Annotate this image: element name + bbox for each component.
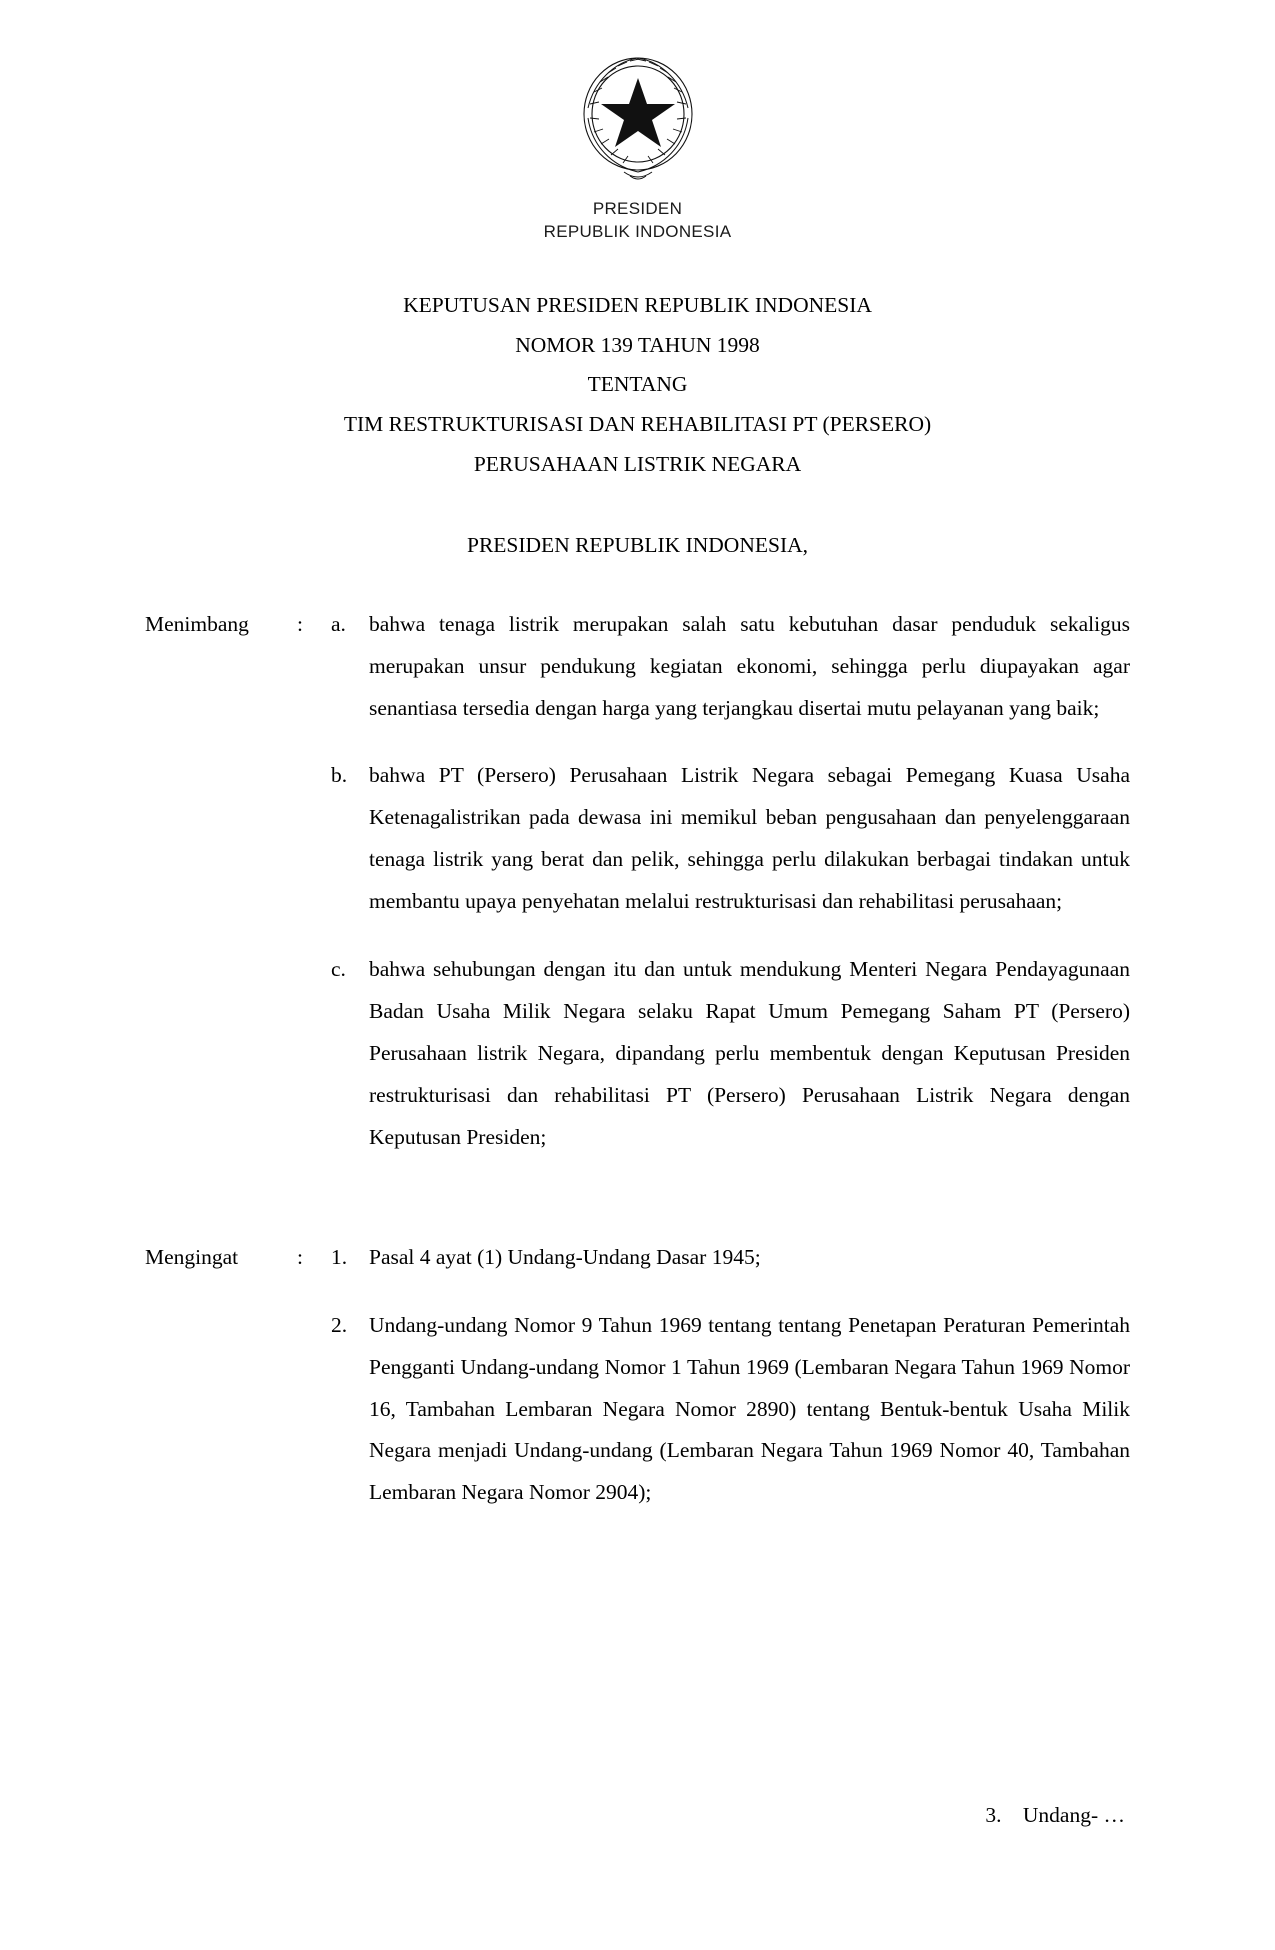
remembering-label: Mengingat [145,1244,239,1269]
considering-colon: : [297,611,303,636]
continuation-number: 3. [985,1803,1002,1827]
remembering-item-2 [145,1305,1130,1515]
remembering-text-1: Pasal 4 ayat (1) Undang-Undang Dasar 1945; [369,1244,761,1269]
title-line-subject-1: TIM RESTRUKTURISASI DAN REHABILITASI PT (PERSERO) [343,412,932,437]
header-block [0,198,1275,244]
header-line-presiden: PRESIDEN [592,199,683,218]
considering-label: Menimbang [145,611,249,636]
document-body [0,604,1275,1515]
remembering-marker-2: 2. [331,1312,348,1337]
remembering-marker-1: 1. [331,1244,348,1269]
emblem-container [0,0,1275,188]
issuer-line: PRESIDEN REPUBLIK INDONESIA, [466,532,809,557]
considering-marker-c: c. [331,957,346,982]
garuda-star-emblem-icon [574,48,702,188]
remembering-text-2: Undang-undang Nomor 9 Tahun 1969 tentang tentang Penetapan Peraturan Pemerintah Pengganti Undang-undang Nomor 1 Tahun 1969 (Lembaran Negara Tahun 1969 Nomor 16, Tambahan Lembaran Negara Nomor 2890) tentang Bentuk-bentuk Usaha Milik Negara menjadi Undang-undang (Lembaran Negara Tahun 1969 Nomor 40, Tambahan Lembaran Negara Nomor 2904); [369,1312,1130,1505]
section-spacer [145,1185,1130,1237]
remembering-item-1 [145,1237,1130,1279]
considering-marker-a: a. [331,611,346,636]
title-line-tentang: TENTANG [587,372,688,397]
remembering-colon: : [297,1244,303,1269]
page-continuation [985,1803,1125,1828]
title-line-subject-2: PERUSAHAAN LISTRIK NEGARA [473,451,802,476]
considering-text-b: bahwa PT (Persero) Perusahaan Listrik Negara sebagai Pemegang Kuasa Usaha Ketenagalistrikan pada dewasa ini memikul beban pengusahaan dan penyelenggaraan tenaga listrik yang berat dan pelik, sehingga perlu dilakukan berbagai tindakan untuk membantu upaya penyehatan melalui restrukturisasi dan rehabilitasi perusahaan; [369,763,1130,914]
title-line-nomor: NOMOR 139 TAHUN 1998 [515,332,760,357]
title-line-1: KEPUTUSAN PRESIDEN REPUBLIK INDONESIA [403,292,872,317]
considering-item-b [145,755,1130,923]
header-line-republik: REPUBLIK INDONESIA [543,221,732,241]
considering-item-c [145,949,1130,1159]
considering-item-a [145,604,1130,730]
considering-text-c: bahwa sehubungan dengan itu dan untuk mendukung Menteri Negara Pendayagunaan Badan Usaha Milik Negara selaku Rapat Umum Pemegang Saham PT (Persero) Perusahaan listrik Negara, dipandang perlu membentuk dengan Keputusan Presiden restrukturisasi dan rehabilitasi PT (Persero) Perusahaan Listrik Negara dengan Keputusan Presiden; [369,957,1130,1149]
document-title [0,286,1275,485]
considering-marker-b: b. [331,763,348,788]
considering-text-a: bahwa tenaga listrik merupakan salah satu kebutuhan dasar penduduk sekaligus merupakan unsur pendukung kegiatan ekonomi, sehingga perlu diupayakan agar senantiasa tersedia dengan harga yang terjangkau disertai mutu pelayanan yang baik; [369,611,1130,720]
considering-section [145,604,1130,1159]
remembering-section [145,1237,1130,1515]
continuation-text: Undang- … [1022,1803,1125,1827]
